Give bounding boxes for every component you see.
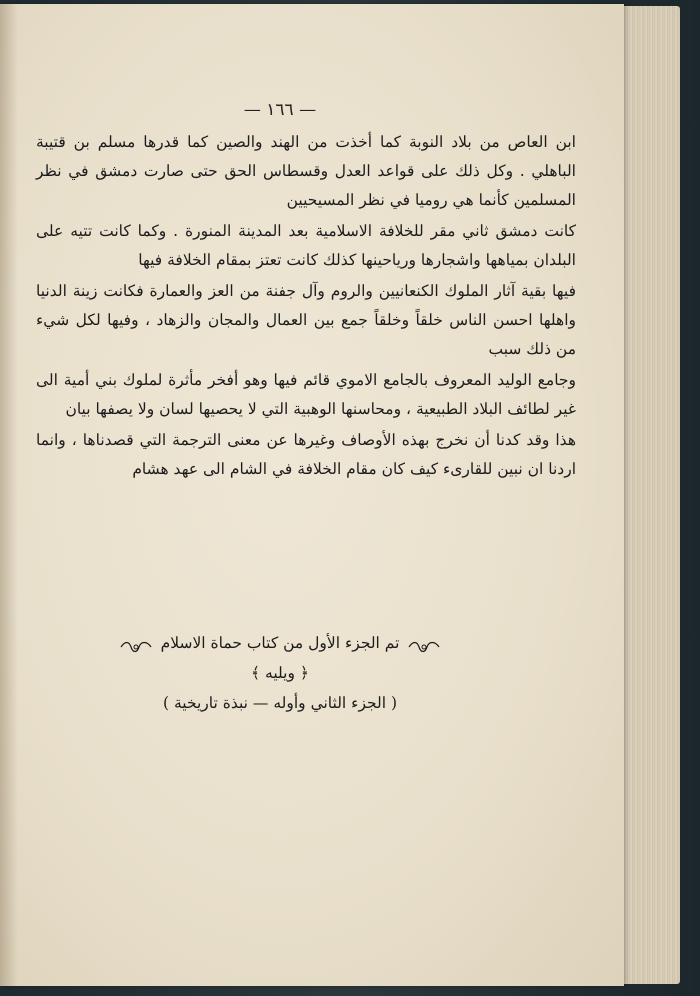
spine-shadow (0, 4, 18, 986)
colophon-title: تم الجزء الأول من كتاب حماة الاسلام (160, 634, 400, 652)
paragraph-3: فيها بقية آثار الملوك الكنعانيين والروم وآل جفنة من العز والعمارة فكانت زينة الدنيا واهلها احسن الناس خلقاً وخلقاً جمع بين العمال والمجان والزهاد ، وفيها لكل شيء من ذلك سبب (36, 282, 576, 358)
colophon-title-row (0, 628, 560, 658)
paragraph-4: وجامع الوليد المعروف بالجامع الاموي قائم فيها وهو أفخر مأثرة لملوك بني أمية الى غير لطائف البلاد الطبيعية ، ومحاسنها الوهبية التي لا يحصيها لسان ولا يصفها بيان (36, 371, 576, 418)
paragraph-5: هذا وقد كدنا أن نخرج بهذه الأوصاف وغيرها عن معنى الترجمة التي قصدناها ، وانما اردنا ان نبين للقارىء كيف كان مقام الخلافة في الشام الى عهد هشام (36, 431, 576, 478)
paragraph-2: كانت دمشق ثاني مقر للخلافة الاسلامية بعد المدينة المنورة . وكما كانت تتيه على البلدان بمياهها واشجارها ورياحينها كذلك كانت تعتز بمقام الخلافة فيها (36, 222, 576, 269)
colophon-followed-by: ﴿ ويليه ﴾ (251, 664, 309, 682)
ornament-icon (119, 635, 153, 651)
colophon-next-part: ( الجزء الثاني وأوله — نبذة تاريخية ) (163, 694, 398, 712)
book-page (0, 4, 624, 986)
main-text (36, 128, 576, 484)
colophon (0, 628, 560, 718)
page-number: — ١٦٦ — (243, 100, 317, 120)
paragraph-1: ابن العاص من بلاد النوبة كما أخذت من الهند والصين كما قدرها مسلم بن قتيبة الباهلي . وكل ذلك على قواعد العدل وقسطاس الحق حتى صارت دمشق في نظر المسلمين كأنما هي روميا في نظر المسيحيين (36, 133, 576, 209)
ornament-icon (407, 635, 441, 651)
